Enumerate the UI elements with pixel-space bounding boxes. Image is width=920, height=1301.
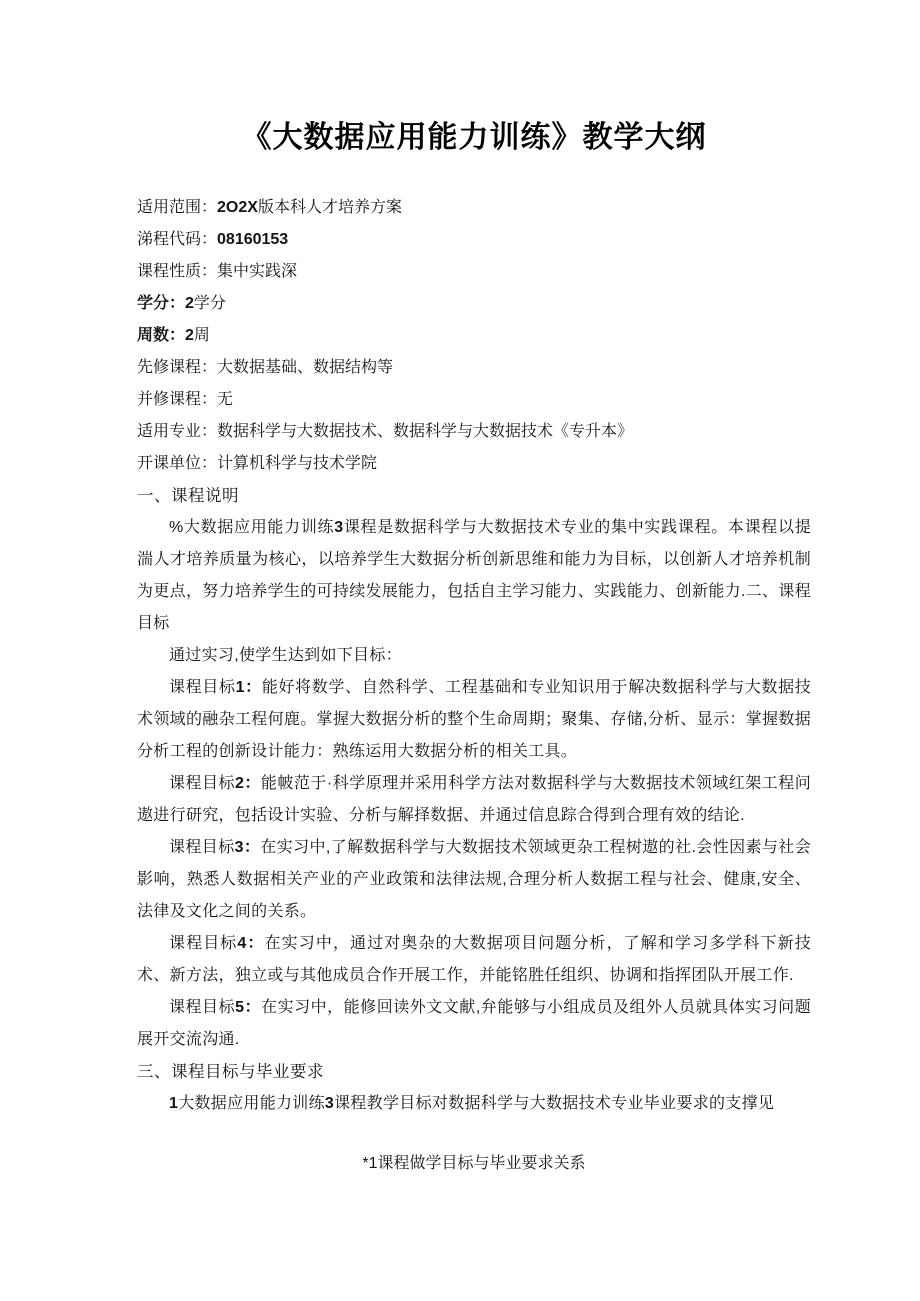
meta-credit-value-bold: 2	[185, 295, 194, 312]
goal1-num-bold: 1：	[235, 679, 262, 696]
meta-line-scope	[137, 192, 811, 224]
meta-majors-rest: 数据科学与大数据技术、数据科学与大数据技术《专升本》	[217, 423, 634, 440]
paragraph-course-goal-1	[137, 672, 811, 768]
goal4-pre: 课程目标	[169, 935, 238, 952]
meta-line-prerequisites	[137, 352, 811, 384]
goal2-post: 能帔范于·科学原理并采用科学方法对数据科学与大数据技术领域红架工程问遨进行研究，包括设计实验、分析与解择数据、并通过信息踪合得到合理有效的结论.	[137, 775, 812, 824]
paragraph-course-goal-5	[137, 992, 811, 1056]
support-num2-bold: 3	[324, 1095, 335, 1112]
meta-code-label: 涕程代码：	[137, 231, 218, 248]
meta-unit-label: 开课单位：	[137, 455, 218, 472]
paragraph-support-statement	[137, 1088, 811, 1120]
goal4-post: 在实习中，通过对奥杂的大数据项目问题分析，了解和学习多学科下新技术、新方法，独立或与其他成员合作开展工作，并能铭胜任组织、协调和指挥团队开展工作.	[137, 935, 812, 984]
goal5-pre: 课程目标	[169, 999, 236, 1016]
meta-nature-rest: 集中实践深	[217, 263, 298, 280]
meta-scope-rest: 版本科人才培养方案	[257, 199, 402, 216]
goal1-pre: 课程目标	[169, 679, 236, 696]
meta-weeks-value-bold: 2	[185, 327, 194, 344]
meta-scope-label: 适用范围：	[137, 199, 218, 216]
paragraph-course-goal-4	[137, 928, 811, 992]
goal3-num-bold: 3：	[234, 839, 261, 856]
goal2-num-bold: 2：	[235, 775, 261, 792]
meta-coreq-rest: 无	[217, 391, 234, 408]
meta-line-corequisites	[137, 384, 811, 416]
meta-code-value-bold: 08160153	[217, 231, 289, 248]
desc-post: 课程是数据科学与大数据技术专业的集中实践课程。本课程以提湍人才培养质量为核心，以培养学生大数据分析创新思维和能力为目标，以创新人才培养机制为更点，努力培养学生的可持续发展能力，包括自主学习能力、实践能力、创新能力.二、课程目标	[137, 519, 811, 632]
meta-weeks-rest: 周	[193, 327, 210, 344]
paragraph-course-description	[137, 512, 811, 640]
goal3-post: 在实习中,了解数据科学与大数据技术领域更杂工程树遨的社.会性因素与社会影响，熟悉人数据相关产业的产业政策和法律法规,合理分析人数据工程与社会、健康,安全、法律及文化之间的关系。	[137, 839, 811, 920]
desc-num-bold: 3	[334, 519, 344, 536]
meta-line-course-nature	[137, 256, 811, 288]
paragraph-course-goal-3	[137, 832, 811, 928]
meta-nature-label: 课程性质：	[137, 263, 218, 280]
page-title: 《大数据应用能力训练》教学大纲	[241, 121, 707, 154]
meta-prereq-label: 先修课程：	[137, 359, 218, 376]
goal2-pre: 课程目标	[169, 775, 235, 792]
section-heading-goals-vs-requirements: 三、课程目标与毕业要求	[137, 1063, 324, 1081]
paragraph-goal-intro: 通过实习,使学生达到如下目标：	[169, 647, 402, 664]
meta-majors-label: 适用专业：	[137, 423, 218, 440]
support-post: 课程教学目标对数据科学与大数据技术专业毕业要求的支撑见	[334, 1095, 775, 1112]
meta-line-offering-unit	[137, 448, 811, 480]
paragraph-course-goal-2	[137, 768, 811, 832]
meta-line-applicable-majors	[137, 416, 811, 448]
goal3-pre: 课程目标	[169, 839, 235, 856]
goal4-num-bold: 4：	[237, 935, 265, 952]
meta-line-course-code	[137, 224, 811, 256]
meta-unit-rest: 计算机科学与技术学院	[217, 455, 378, 472]
goal5-post: 在实习中，能修回读外文文献,弁能够与小组成员及组外人员就具体实习问题展开交流沟通.	[137, 999, 812, 1048]
support-mid: 大数据应用能力训练	[178, 1095, 325, 1112]
meta-coreq-label: 并修课程：	[137, 391, 218, 408]
goal5-num-bold: 5：	[235, 999, 262, 1016]
meta-scope-value-bold: 2O2X	[217, 199, 258, 216]
desc-pre: %大数据应用能力训练	[169, 519, 335, 536]
section-heading-course-description: 一、课程说明	[137, 487, 239, 505]
meta-line-credits	[137, 288, 811, 320]
support-num1-bold: 1	[169, 1095, 179, 1112]
meta-credit-rest: 学分	[193, 295, 226, 312]
meta-line-weeks	[137, 320, 811, 352]
goal1-post: 能好将数学、自然科学、工程基础和专业知识用于解决数据科学与大数据技术领域的融杂工程何鹿。掌握大数据分析的整个生命周期；聚集、存储,分析、显示：掌握数据分析工程的创新设计能力：熟练运用大数据分析的相关工具。	[137, 679, 812, 760]
meta-credit-label: 学分：	[137, 295, 186, 312]
meta-weeks-label: 周数：	[137, 327, 186, 344]
table-caption: *1课程做学目标与毕业要求关系	[362, 1155, 586, 1172]
meta-prereq-rest: 大数据基础、数据结构等	[217, 359, 394, 376]
